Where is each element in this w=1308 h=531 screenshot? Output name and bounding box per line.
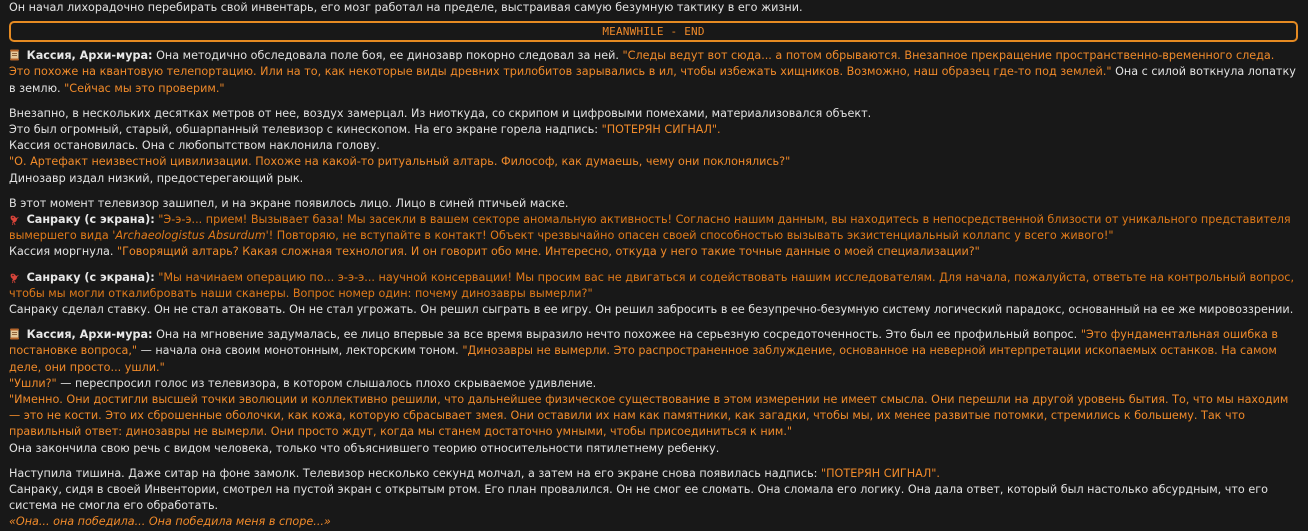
intro-line: Он начал лихорадочно перебирать свой инвентарь, его мозг работал на пределе, выстраивая самую безумную тактику в его жизни.: [9, 1, 803, 14]
narration: Она на мгновение задумалась, ее лицо впервые за все время выразило нечто похожее на серьезную сосредоточенность. Это был ее профильный вопрос.: [156, 328, 1078, 342]
narration-line: Внезапно, в нескольких десятках метров от нее, воздух замерцал. Из ниоткуда, со скрипом и цифровыми помехами, материализовался объект.: [9, 106, 872, 120]
narration-line: Динозавр издал низкий, предостерегающий рык.: [9, 171, 304, 185]
narration-line: Санраку сделал ставку. Он не стал атаковать. Он не стал угрожать. Он решил сыграть в ее игру. Он решил забросить в ее безупречно-безумную систему логический парадокс, основанный на ее же мировоззрении.: [9, 303, 1294, 317]
signal-lost-text: "ПОТЕРЯН СИГНАЛ".: [821, 466, 940, 480]
narration-line: [9, 376, 1298, 392]
narration-line: [9, 244, 1298, 260]
tv-appearance-section: [9, 106, 1298, 187]
narration: Наступила тишина. Даже ситар на фоне замолк. Телевизор несколько секунд молчал, а затем на его экране снова появилась надпись:: [9, 466, 818, 480]
kassia-answer-section: [9, 327, 1298, 457]
dialogue-quote: "Именно. Они достигли высшей точки эволюции и коллективно решили, что дальнейшее физическое существование в этом измерении не имеет смысла. Они перешли на другой уровень бытия. То, что мы находим — это не кости. Это их сброшенные оболочки, как кожа, которую сбрасывает змея. Они оставили их нам как памятники, как загадки, чтобы мы, их менее развитые потомки, стремились к большему. Так что правильный ответ: динозавры не вымерли. Они просто ждут, когда мы станем достаточно умными, чтобы присоединиться к ним.": [9, 393, 1289, 439]
species-name: 'Archaeologistus Absurdum': [112, 229, 269, 243]
narration: Она методично обследовала поле боя, ее динозавр покорно следовал за ней.: [156, 49, 619, 63]
narration-line: Санраку, сидя в своей Инвентории, смотрел на пустой экран с открытым ртом. Его план провалился. Он не смог ее сломать. Она сломала его логику. Она дала ответ, который был настолько абсурдным, что его система не смогла его обработать.: [9, 483, 1268, 513]
dialogue-quote: "О. Артефакт неизвестной цивилизации. Похоже на какой-то ритуальный алтарь. Философ, как думаешь, чему они поклонялись?": [9, 155, 791, 169]
dialogue-quote: "Следы ведут вот сюда... а потом обрываются. Внезапное прекращение пространственно-временного следа. Это похоже на квантовую телепортацию. Или на то, как некоторые виды древних трилобитов зарывались в ил, чтобы избежать хищников. Возможно, наш образец где-то под землей.": [9, 49, 1275, 79]
sanraku-question-section: [9, 270, 1298, 319]
dialogue-quote: "Мы начинаем операцию по... э-э-э... научной консервации! Мы просим вас не двигаться и содействовать нашим исследователям. Для начала, пожалуйста, ответьте на контрольный вопрос, чтобы мы могли откалибровать наши сканеры. Вопрос номер один: почему динозавры вымерли?": [9, 270, 1295, 300]
speaker-name: Кассия, Архи-мура:: [26, 328, 153, 342]
narration-line: Она закончила свою речь с видом человека, только что объяснившего теорию относительности пятилетнему ребенку.: [9, 441, 720, 455]
meanwhile-end-banner: MEANWHILE - END: [9, 21, 1298, 42]
dialogue-quote: "Сейчас мы это проверим.": [64, 81, 225, 95]
narration: — начала она своим монотонным, лекторским тоном.: [140, 344, 459, 358]
dialogue-quote: "Это фундаментальная ошибка в постановке вопроса,": [9, 328, 1279, 358]
speaker-name: Кассия, Архи-мура:: [26, 49, 153, 63]
ending-section: [9, 466, 1298, 531]
kassia-paragraph-1: [9, 48, 1298, 97]
bird-icon: [9, 271, 20, 283]
dialogue-quote: "Э-э-э... прием! Вызывает база! Мы засекли в вашем секторе аномальную активность! Согласно нашим данным, вы находитесь в непосредственной близости от уникального представителя вымершего вида: [9, 213, 1291, 243]
dialogue-quote: "Говорящий алтарь? Какая сложная технология. И он говорит обо мне. Интересно, откуда у него такие точные данные о моей специализации?": [116, 245, 980, 259]
narration: — переспросил голос из телевизора, в котором слышалось плохо скрываемое удивление.: [60, 376, 597, 390]
narration: Это был огромный, старый, обшарпанный телевизор с кинескопом. На его экране горела надпись:: [9, 123, 599, 137]
sanraku-paragraph-2: [9, 270, 1298, 302]
speaker-name: Санраку (с экрана):: [26, 213, 155, 227]
narration-line: Кассия остановилась. Она с любопытством наклонила голову.: [9, 139, 380, 153]
bird-icon: [9, 213, 20, 225]
narration: Кассия моргнула.: [9, 245, 114, 259]
narration-line: [9, 122, 1298, 138]
dialogue-quote: "Ушли?": [9, 376, 57, 390]
scroll-icon: [9, 49, 20, 61]
dialogue-quote: ! Повторяю, не вступайте в контакт! Объект чрезвычайно опасен своей способностью вызывать экзистенциальный коллапс у всего живого!": [268, 229, 1114, 243]
inner-thought: «Она... она победила... Она победила меня в споре...»: [9, 515, 331, 529]
scroll-icon: [9, 328, 20, 340]
narration-line: [9, 466, 1298, 482]
narration-line: В этот момент телевизор зашипел, и на экране появилось лицо. Лицо в синей птичьей маске.: [9, 196, 569, 210]
speaker-name: Санраку (с экрана):: [26, 270, 155, 284]
narration: Она с силой воткнула лопатку в землю.: [9, 65, 1296, 95]
kassia-paragraph-2: [9, 327, 1298, 376]
signal-lost-text: "ПОТЕРЯН СИГНАЛ".: [601, 123, 721, 137]
sanraku-broadcast-section: [9, 196, 1298, 261]
dialogue-quote: "Динозавры не вымерли. Это распространенное заблуждение, основанное на неверной интерпретации ископаемых останков. На самом деле, они просто... ушли.": [9, 344, 1277, 374]
sanraku-paragraph-1: [9, 212, 1298, 244]
